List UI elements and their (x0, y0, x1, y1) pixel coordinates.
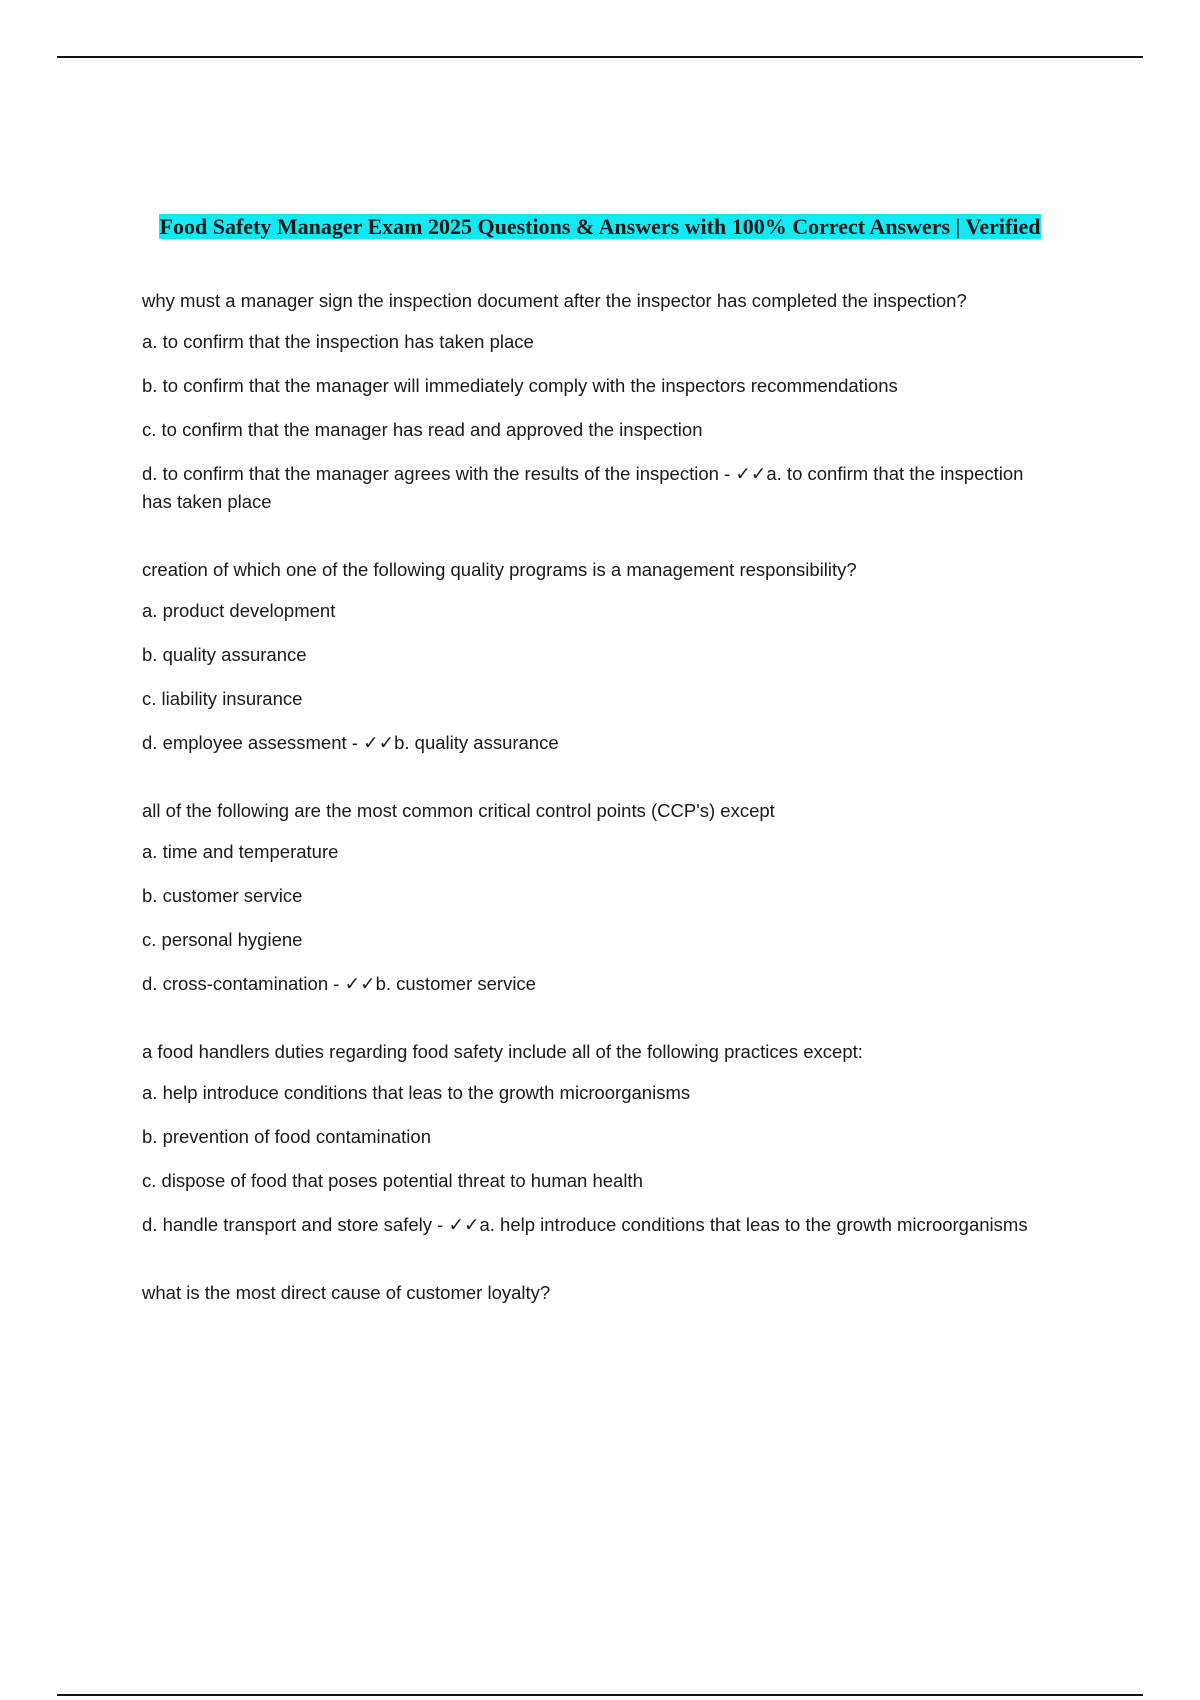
correct-answer: a. help introduce conditions that leas to the growth microorganisms (479, 1214, 1028, 1235)
option-c: c. liability insurance (142, 688, 303, 709)
question-block-4 (142, 1038, 1042, 1239)
question-text: all of the following are the most common critical control points (CCP's) except (142, 800, 775, 821)
document-body (142, 287, 1042, 1347)
question-text: creation of which one of the following quality programs is a management responsibility? (142, 559, 857, 580)
checkmark-icon: ✓✓ (363, 732, 395, 753)
question-text: a food handlers duties regarding food safety include all of the following practices except: (142, 1041, 863, 1062)
option-a: a. to confirm that the inspection has taken place (142, 331, 534, 352)
option-d-with-answer (142, 729, 1042, 757)
top-rule (57, 56, 1143, 58)
checkmark-icon: ✓✓ (735, 463, 767, 484)
option-d-with-answer (142, 970, 1042, 998)
question-text: why must a manager sign the inspection document after the inspector has completed the inspection? (142, 290, 967, 311)
correct-answer: b. quality assurance (394, 732, 559, 753)
option-a: a. product development (142, 600, 336, 621)
option-d: d. to confirm that the manager agrees with the results of the inspection - (142, 463, 736, 484)
correct-answer: b. customer service (375, 973, 536, 994)
option-b: b. to confirm that the manager will immediately comply with the inspectors recommendations (142, 375, 898, 396)
option-b: b. quality assurance (142, 644, 307, 665)
option-b: b. customer service (142, 885, 303, 906)
option-a: a. time and temperature (142, 841, 339, 862)
bottom-rule (57, 1694, 1143, 1696)
option-d-with-answer (142, 1211, 1042, 1239)
question-block-2 (142, 556, 1042, 757)
question-text: what is the most direct cause of customer loyalty? (142, 1282, 551, 1303)
question-block-5 (142, 1279, 1042, 1307)
option-d: d. handle transport and store safely - (142, 1214, 449, 1235)
checkmark-icon: ✓✓ (344, 973, 376, 994)
option-c: c. personal hygiene (142, 929, 303, 950)
option-d-with-answer (142, 460, 1042, 516)
question-block-3 (142, 797, 1042, 998)
option-c: c. dispose of food that poses potential threat to human health (142, 1170, 643, 1191)
correct-answer: a. to confirm that the inspection has taken place (142, 463, 1024, 512)
option-c: c. to confirm that the manager has read and approved the inspection (142, 419, 703, 440)
checkmark-icon: ✓✓ (448, 1214, 480, 1235)
document-title (100, 212, 1100, 241)
document-title-text: Food Safety Manager Exam 2025 Questions & Answers with 100% Correct Answers | Verified (159, 214, 1041, 239)
option-b: b. prevention of food contamination (142, 1126, 431, 1147)
option-d: d. employee assessment - (142, 732, 364, 753)
option-d: d. cross-contamination - (142, 973, 345, 994)
option-a: a. help introduce conditions that leas to the growth microorganisms (142, 1082, 691, 1103)
question-block-1 (142, 287, 1042, 516)
